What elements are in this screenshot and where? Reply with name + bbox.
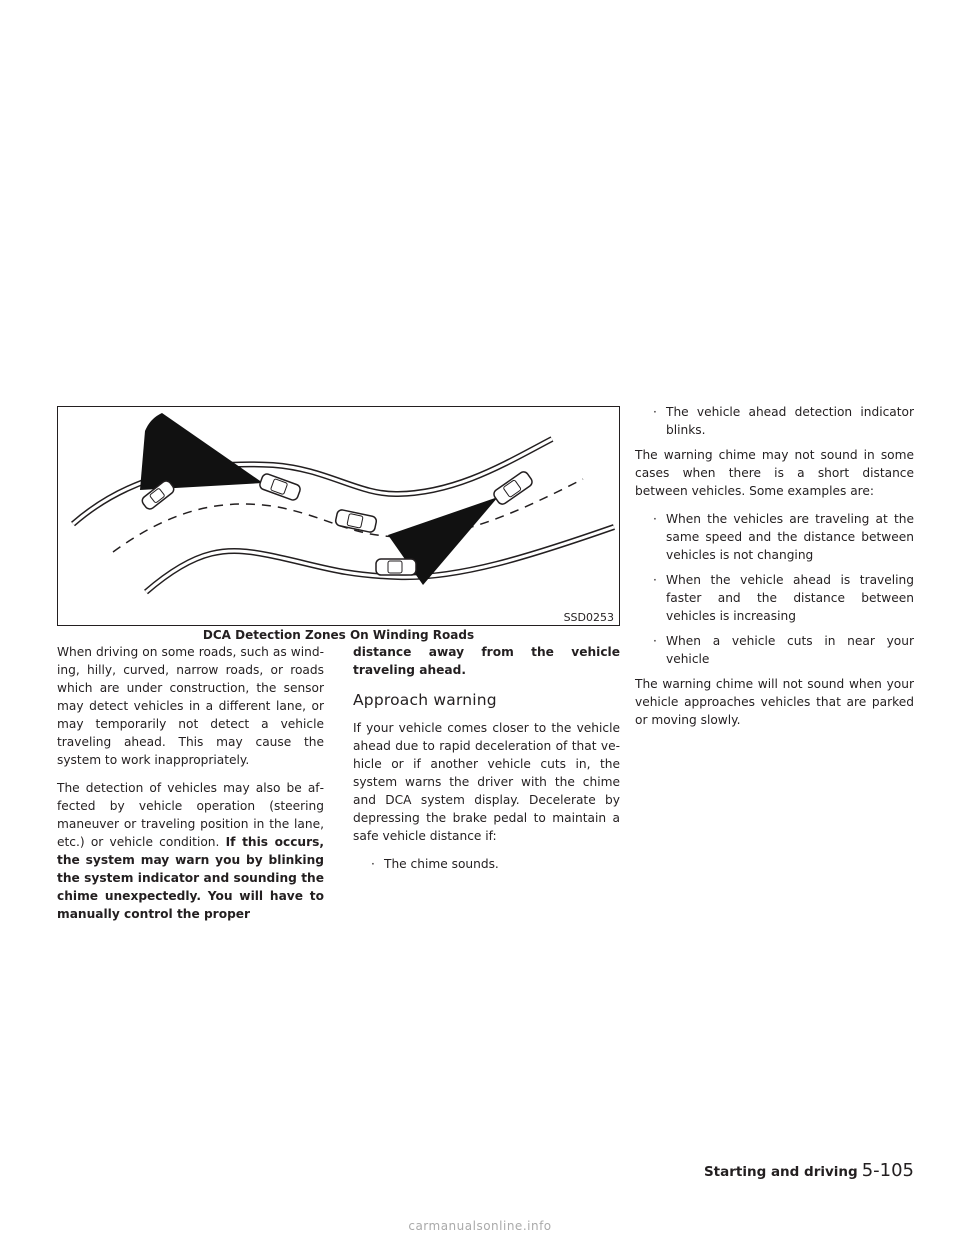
- winding-road-diagram: [58, 407, 619, 625]
- figure-code: SSD0253: [563, 611, 614, 624]
- page-footer: [704, 1160, 914, 1181]
- bullet-item: · The chime sounds.: [353, 855, 620, 873]
- section-name: Starting and driving: [703, 1164, 858, 1180]
- section-heading: Approach warning: [353, 691, 497, 709]
- paragraph: [57, 779, 324, 923]
- column-2: [353, 643, 620, 880]
- column-3: [635, 403, 914, 739]
- page-number: 5-105: [861, 1160, 914, 1181]
- car-icon: [258, 473, 301, 502]
- bullet-item: · When the vehicle ahead is traveling faster and the distance between vehicles is increasing: [635, 571, 914, 625]
- figure-caption: DCA Detection Zones On Winding Roads: [202, 628, 475, 642]
- car-icon: [376, 559, 416, 575]
- watermark: carmanualsonline.info: [408, 1219, 552, 1233]
- bullet-item: · When a vehicle cuts in near your vehicle: [635, 632, 914, 668]
- warning-text-continued: distance away from the vehicle traveling ahead.: [353, 645, 620, 677]
- bullet-item: · When the vehicles are traveling at the same speed and the distance between vehicles is not changing: [635, 510, 914, 564]
- warning-text: If this occurs, the system may warn you by blinking the system indicator and sounding the chime unexpectedly. You will have to manually control the proper: [57, 835, 325, 921]
- paragraph: The warning chime may not sound in some cases when there is a short distance between vehicles. Some examples are:: [635, 448, 914, 498]
- paragraph: When driving on some roads, such as winding, hilly, curved, narrow roads, or roads which are under construction, the sensor may detect vehicles in a different lane, or may temporarily not detect a vehicle traveling ahead. This may cause the system to work inappropriately.: [57, 645, 324, 767]
- column-1: [57, 643, 324, 933]
- car-icon: [335, 509, 377, 533]
- figure-diagram: [57, 406, 620, 626]
- paragraph: The warning chime will not sound when your vehicle approaches vehicles that are parked or moving slowly.: [635, 677, 914, 727]
- detection-zone: [140, 413, 263, 490]
- paragraph-text: The detection of vehicles may also be affected by vehicle operation (steering maneuver or traveling position in the lane, etc.) or vehicle condition.: [57, 781, 324, 849]
- paragraph: If your vehicle comes closer to the vehicle ahead due to rapid deceleration of that vehicle or if another vehicle cuts in, the system warns the driver with the chime and DCA system display. Decelerate by depressing the brake pedal to maintain a safe vehicle distance if:: [353, 721, 620, 843]
- car-icon: [492, 470, 534, 506]
- bullet-item: · The vehicle ahead detection indicator blinks.: [635, 403, 914, 439]
